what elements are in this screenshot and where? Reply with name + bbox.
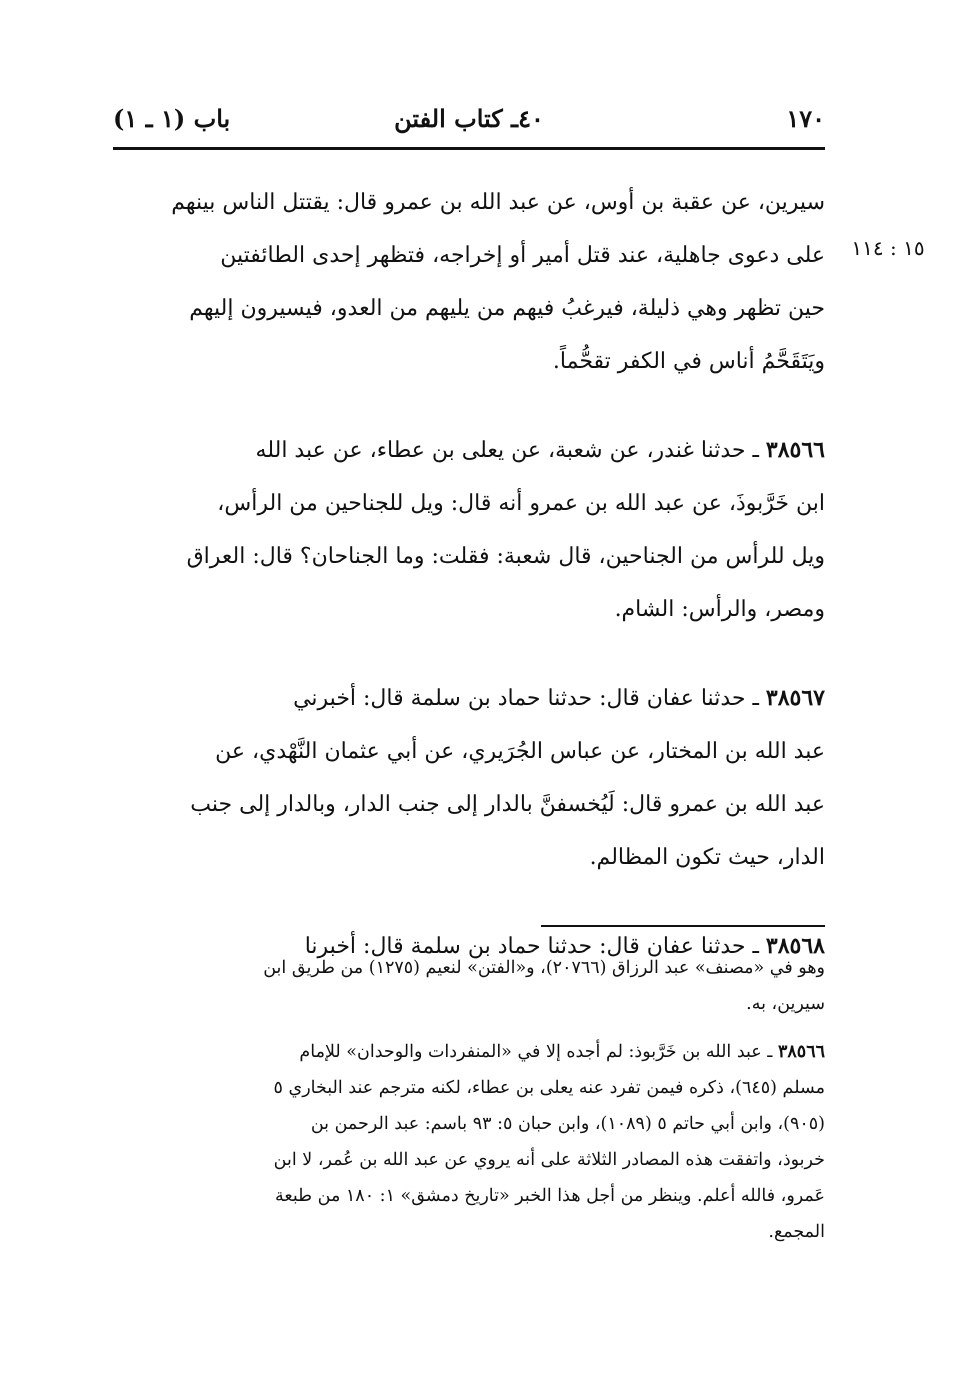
text-line: على دعوى جاهلية، عند قتل أمير أو إخراجه، فتظهر إحدى الطائفتين xyxy=(220,243,825,268)
footnote-line: (٩٠٥)، وابن أبي حاتم ٥ (١٠٨٩)، وابن حبان ٥: ٩٣ باسم: عبد الرحمن بن xyxy=(310,1114,825,1134)
text-line: ابن خَرَّبوذَ، عن عبد الله بن عمرو أنه قال: ويل للجناحين من الرأس، xyxy=(217,491,825,516)
hadith-number: ٣٨٥٦٨ xyxy=(765,933,825,959)
page-header xyxy=(113,100,825,142)
book-title: ٤٠ـ كتاب الفتن xyxy=(394,104,544,133)
text-line: عبد الله بن عمرو قال: لَيُخسفنَّ بالدار إلى جنب الدار، وبالدار إلى جنب xyxy=(190,792,825,817)
footnote-continuation xyxy=(113,950,825,1022)
text-line-content: ـ حدثنا غندر، عن شعبة، عن يعلى بن عطاء، عن عبد الله xyxy=(255,438,766,463)
text-line-content: ـ حدثنا عفان قال: حدثنا حماد بن سلمة قال: أخبرنا xyxy=(304,934,766,959)
footnote-line: مسلم (٦٤٥)، ذكره فيمن تفرد عنه يعلى بن عطاء، لكنه مترجم عند البخاري ٥ xyxy=(273,1078,825,1098)
hadith-38566 xyxy=(113,424,825,636)
footnote-line xyxy=(113,1034,825,1070)
main-text xyxy=(113,176,825,1009)
footnote-line: عَمرو، فالله أعلم. وينظر من أجل هذا الخبر «تاريخ دمشق» ١: ١٨٠ من طبعة xyxy=(275,1186,825,1206)
page-number: ١٧٠ xyxy=(786,104,825,133)
chapter-label: باب (١ ـ ١) xyxy=(113,104,231,133)
text-line: ويل للرأس من الجناحين، قال شعبة: فقلت: وما الجناحان؟ قال: العراق xyxy=(186,544,825,569)
text-line: ومصر، والرأس: الشام. xyxy=(614,597,825,622)
hadith-number: ٣٨٥٦٧ xyxy=(765,685,825,711)
header-rule xyxy=(113,147,825,150)
footnote-line: خربوذ، واتفقت هذه المصادر الثلاثة على أنه يروي عن عبد الله بن عُمر، لا ابن xyxy=(273,1150,825,1170)
hadith-38567 xyxy=(113,672,825,884)
paragraph-continuation xyxy=(113,176,825,388)
text-line xyxy=(113,672,825,725)
text-line: ويَتَقَحَّمُ أناس في الكفر تقحُّماً. xyxy=(552,349,825,374)
text-line: الدار، حيث تكون المظالم. xyxy=(589,845,825,870)
footnote-line-content: ـ عبد الله بن خَرَّبوذ: لم أجده إلا في «المنفردات والوحدان» للإمام xyxy=(299,1042,778,1062)
text-line xyxy=(113,424,825,477)
footnote-separator xyxy=(541,925,825,927)
footnote-line: وهو في «مصنف» عبد الرزاق (٢٠٧٦٦)، و«الفتن» لنعيم (١٢٧٥) من طريق ابن xyxy=(263,958,825,978)
footnote-38566 xyxy=(113,1034,825,1250)
footnotes xyxy=(113,950,825,1262)
text-line: حين تظهر وهي ذليلة، فيرغبُ فيهم من يليهم من العدو، فيسيرون إليهم xyxy=(189,296,825,321)
margin-reference: ١٥ : ١١٤ xyxy=(851,236,925,260)
hadith-number: ٣٨٥٦٦ xyxy=(765,437,825,463)
footnote-number: ٣٨٥٦٦ xyxy=(778,1042,825,1062)
text-line-content: ـ حدثنا عفان قال: حدثنا حماد بن سلمة قال: أخبرني xyxy=(293,686,766,711)
text-line: عبد الله بن المختار، عن عباس الجُرَيري، عن أبي عثمان النَّهْدي، عن xyxy=(215,739,825,764)
footnote-line: سيرين، به. xyxy=(746,994,825,1014)
footnote-line: المجمع. xyxy=(768,1222,825,1242)
text-line: سيرين، عن عقبة بن أوس، عن عبد الله بن عمرو قال: يقتتل الناس بينهم xyxy=(171,190,825,215)
